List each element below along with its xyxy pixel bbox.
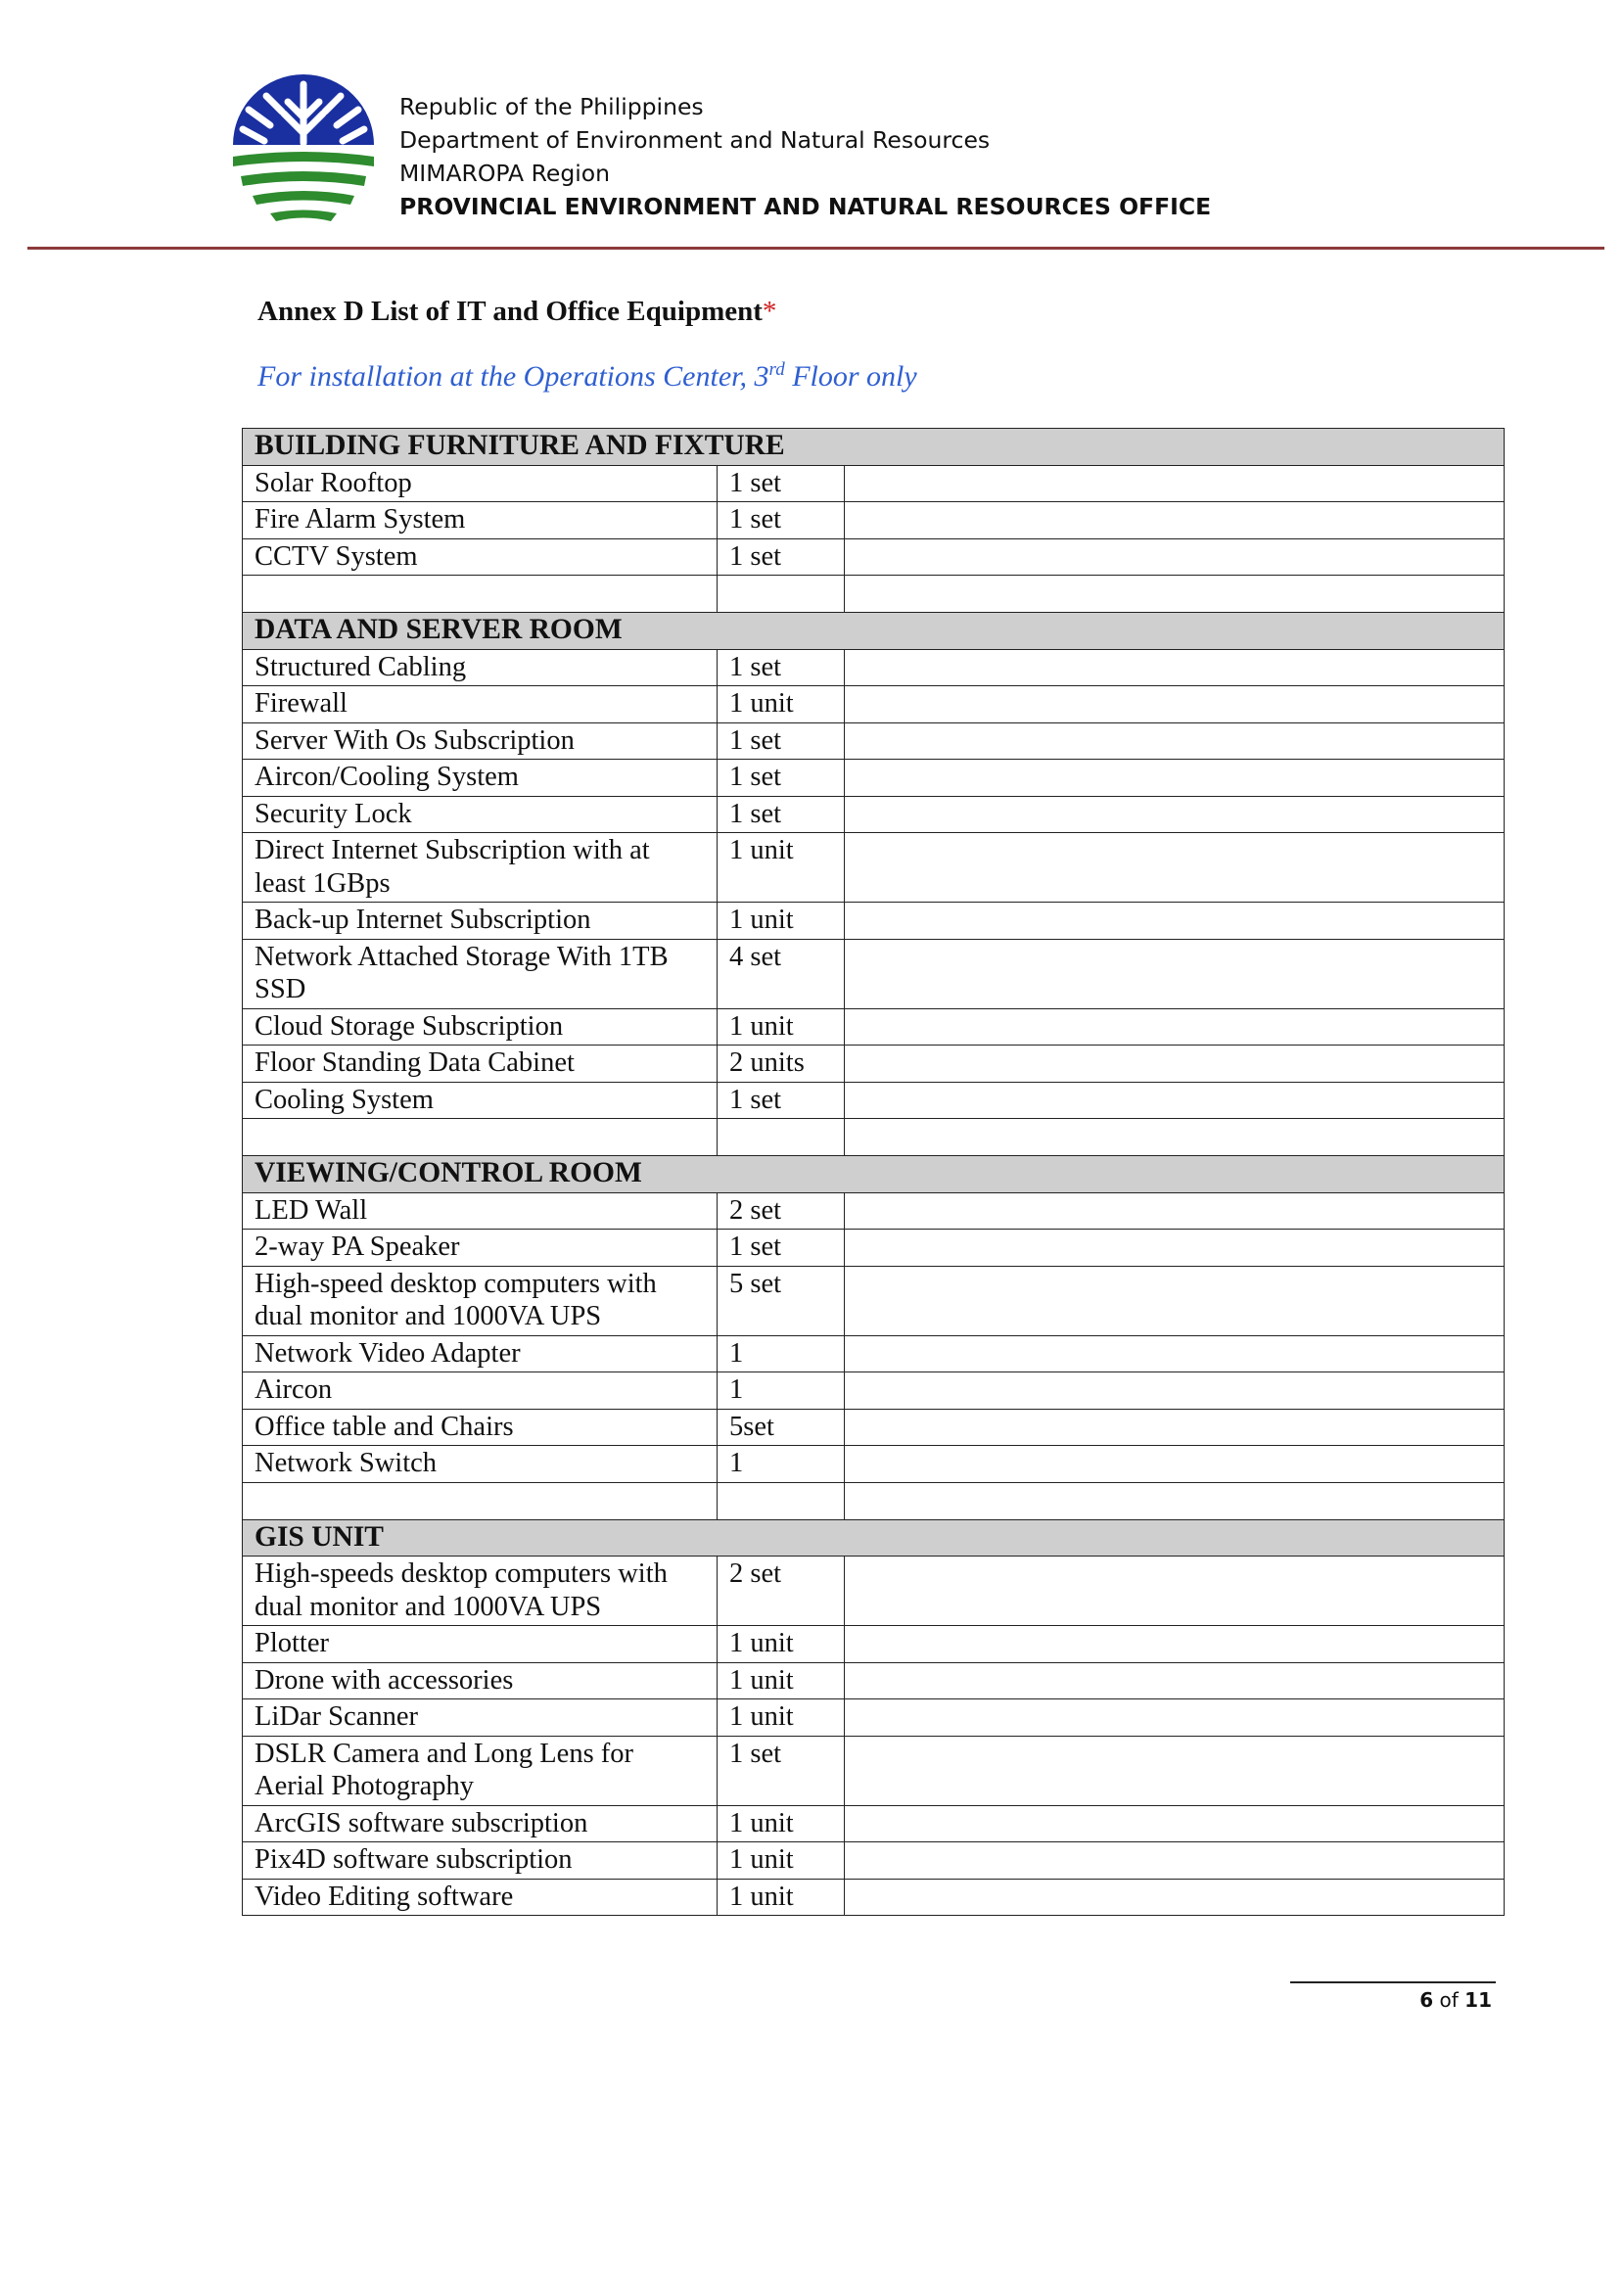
item-qty: 1 unit <box>718 1699 845 1737</box>
item-qty: 1 unit <box>718 686 845 723</box>
section-title: BUILDING FURNITURE AND FIXTURE <box>243 429 1505 466</box>
item-name: Office table and Chairs <box>243 1409 718 1446</box>
item-qty: 1 <box>718 1335 845 1372</box>
item-name: 2-way PA Speaker <box>243 1230 718 1267</box>
equipment-table <box>242 428 1505 1916</box>
item-qty: 1 set <box>718 722 845 760</box>
item-name <box>243 576 718 613</box>
table-row <box>243 649 1505 686</box>
item-qty: 1 set <box>718 1736 845 1805</box>
table-row <box>243 833 1505 903</box>
letterhead-country: Republic of the Philippines <box>399 93 704 120</box>
item-name: LiDar Scanner <box>243 1699 718 1737</box>
table-row <box>243 686 1505 723</box>
item-name: High-speeds desktop computers with dual monitor and 1000VA UPS <box>243 1557 718 1626</box>
table-row <box>243 1409 1505 1446</box>
table-row <box>243 1662 1505 1699</box>
item-qty: 1 unit <box>718 903 845 940</box>
item-remarks <box>845 1805 1505 1842</box>
item-name <box>243 1482 718 1519</box>
item-name: Network Video Adapter <box>243 1335 718 1372</box>
item-name: Video Editing software <box>243 1879 718 1916</box>
item-name: CCTV System <box>243 538 718 576</box>
table-row <box>243 1557 1505 1626</box>
item-remarks <box>845 502 1505 539</box>
table-row <box>243 1736 1505 1805</box>
table-row <box>243 903 1505 940</box>
item-remarks <box>845 722 1505 760</box>
table-row <box>243 538 1505 576</box>
letterhead-department: Department of Environment and Natural Resources <box>399 126 991 154</box>
item-remarks <box>845 1736 1505 1805</box>
table-row <box>243 465 1505 502</box>
item-remarks <box>845 1662 1505 1699</box>
item-qty: 1 unit <box>718 833 845 903</box>
item-name: Pix4D software subscription <box>243 1842 718 1880</box>
annex-title <box>257 296 776 328</box>
item-remarks <box>845 903 1505 940</box>
item-name: Back-up Internet Subscription <box>243 903 718 940</box>
table-row <box>243 502 1505 539</box>
item-qty: 1 set <box>718 796 845 833</box>
blank-row <box>243 1119 1505 1156</box>
item-name: Server With Os Subscription <box>243 722 718 760</box>
item-qty: 5 set <box>718 1266 845 1335</box>
table-row <box>243 939 1505 1008</box>
item-remarks <box>845 576 1505 613</box>
item-name: Drone with accessories <box>243 1662 718 1699</box>
item-name: Solar Rooftop <box>243 465 718 502</box>
item-qty: 1 set <box>718 760 845 797</box>
table-row <box>243 722 1505 760</box>
table-row <box>243 1805 1505 1842</box>
item-qty: 1 <box>718 1372 845 1410</box>
page-current: 6 <box>1419 1988 1434 2012</box>
item-remarks <box>845 1842 1505 1880</box>
item-name: ArcGIS software subscription <box>243 1805 718 1842</box>
annex-asterisk: * <box>762 296 777 327</box>
section-header-row <box>243 1156 1505 1193</box>
item-qty: 1 unit <box>718 1879 845 1916</box>
table-row <box>243 1446 1505 1483</box>
item-name: Direct Internet Subscription with at least 1GBps <box>243 833 718 903</box>
section-header-row <box>243 429 1505 466</box>
item-remarks <box>845 1879 1505 1916</box>
item-name: Network Switch <box>243 1446 718 1483</box>
item-name: LED Wall <box>243 1192 718 1230</box>
denr-logo <box>227 74 380 227</box>
item-remarks <box>845 1446 1505 1483</box>
table-row <box>243 1699 1505 1737</box>
item-remarks <box>845 465 1505 502</box>
table-row <box>243 1266 1505 1335</box>
item-remarks <box>845 939 1505 1008</box>
item-qty: 1 unit <box>718 1842 845 1880</box>
item-name <box>243 1119 718 1156</box>
item-remarks <box>845 796 1505 833</box>
letterhead-office: PROVINCIAL ENVIRONMENT AND NATURAL RESOURCES OFFICE <box>399 193 1212 220</box>
section-header-row <box>243 613 1505 650</box>
letterhead-region: MIMAROPA Region <box>399 160 611 187</box>
table-row <box>243 1335 1505 1372</box>
item-qty: 2 set <box>718 1557 845 1626</box>
table-row <box>243 1372 1505 1410</box>
table-row <box>243 1046 1505 1083</box>
section-title: DATA AND SERVER ROOM <box>243 613 1505 650</box>
item-remarks <box>845 1082 1505 1119</box>
item-name: Aircon/Cooling System <box>243 760 718 797</box>
item-qty: 1 unit <box>718 1626 845 1663</box>
section-title: VIEWING/CONTROL ROOM <box>243 1156 1505 1193</box>
item-qty: 1 unit <box>718 1662 845 1699</box>
item-qty: 1 set <box>718 1082 845 1119</box>
item-qty: 1 set <box>718 538 845 576</box>
item-remarks <box>845 1482 1505 1519</box>
blank-row <box>243 576 1505 613</box>
item-name: Aircon <box>243 1372 718 1410</box>
blank-row <box>243 1482 1505 1519</box>
item-remarks <box>845 1699 1505 1737</box>
item-remarks <box>845 1372 1505 1410</box>
item-name: Floor Standing Data Cabinet <box>243 1046 718 1083</box>
table-row <box>243 1192 1505 1230</box>
item-remarks <box>845 760 1505 797</box>
item-name: Cloud Storage Subscription <box>243 1008 718 1046</box>
table-row <box>243 1230 1505 1267</box>
item-qty: 4 set <box>718 939 845 1008</box>
item-remarks <box>845 1266 1505 1335</box>
page-total: 11 <box>1464 1988 1492 2012</box>
item-remarks <box>845 1119 1505 1156</box>
item-remarks <box>845 1192 1505 1230</box>
item-qty: 1 <box>718 1446 845 1483</box>
item-name: DSLR Camera and Long Lens for Aerial Photography <box>243 1736 718 1805</box>
item-remarks <box>845 833 1505 903</box>
item-remarks <box>845 686 1505 723</box>
item-qty: 5set <box>718 1409 845 1446</box>
item-remarks <box>845 1626 1505 1663</box>
item-remarks <box>845 1557 1505 1626</box>
item-name: Cooling System <box>243 1082 718 1119</box>
item-remarks <box>845 1335 1505 1372</box>
item-qty <box>718 576 845 613</box>
item-name: High-speed desktop computers with dual monitor and 1000VA UPS <box>243 1266 718 1335</box>
item-remarks <box>845 1046 1505 1083</box>
item-remarks <box>845 649 1505 686</box>
item-qty: 2 set <box>718 1192 845 1230</box>
item-remarks <box>845 1230 1505 1267</box>
item-qty: 1 set <box>718 649 845 686</box>
table-row <box>243 760 1505 797</box>
section-header-row <box>243 1519 1505 1557</box>
item-qty: 2 units <box>718 1046 845 1083</box>
table-row <box>243 1842 1505 1880</box>
item-name: Structured Cabling <box>243 649 718 686</box>
letterhead <box>399 90 1211 223</box>
item-name: Network Attached Storage With 1TB SSD <box>243 939 718 1008</box>
header-divider <box>27 247 1604 250</box>
annex-subtitle: For installation at the Operations Center, 3rd Floor only <box>257 359 917 393</box>
item-qty: 1 set <box>718 465 845 502</box>
item-qty: 1 unit <box>718 1805 845 1842</box>
table-row <box>243 1879 1505 1916</box>
item-name: Security Lock <box>243 796 718 833</box>
item-qty: 1 unit <box>718 1008 845 1046</box>
section-title: GIS UNIT <box>243 1519 1505 1557</box>
table-row <box>243 1008 1505 1046</box>
item-qty: 1 set <box>718 1230 845 1267</box>
page-number: 6 of 11 <box>1419 1988 1492 2012</box>
item-qty <box>718 1482 845 1519</box>
item-name: Firewall <box>243 686 718 723</box>
item-remarks <box>845 1008 1505 1046</box>
table-row <box>243 796 1505 833</box>
table-row <box>243 1082 1505 1119</box>
item-qty: 1 set <box>718 502 845 539</box>
item-remarks <box>845 1409 1505 1446</box>
item-name: Fire Alarm System <box>243 502 718 539</box>
annex-title-text: Annex D List of IT and Office Equipment <box>257 296 763 327</box>
item-name: Plotter <box>243 1626 718 1663</box>
page-number-rule <box>1290 1981 1496 1983</box>
table-row <box>243 1626 1505 1663</box>
item-qty <box>718 1119 845 1156</box>
item-remarks <box>845 538 1505 576</box>
